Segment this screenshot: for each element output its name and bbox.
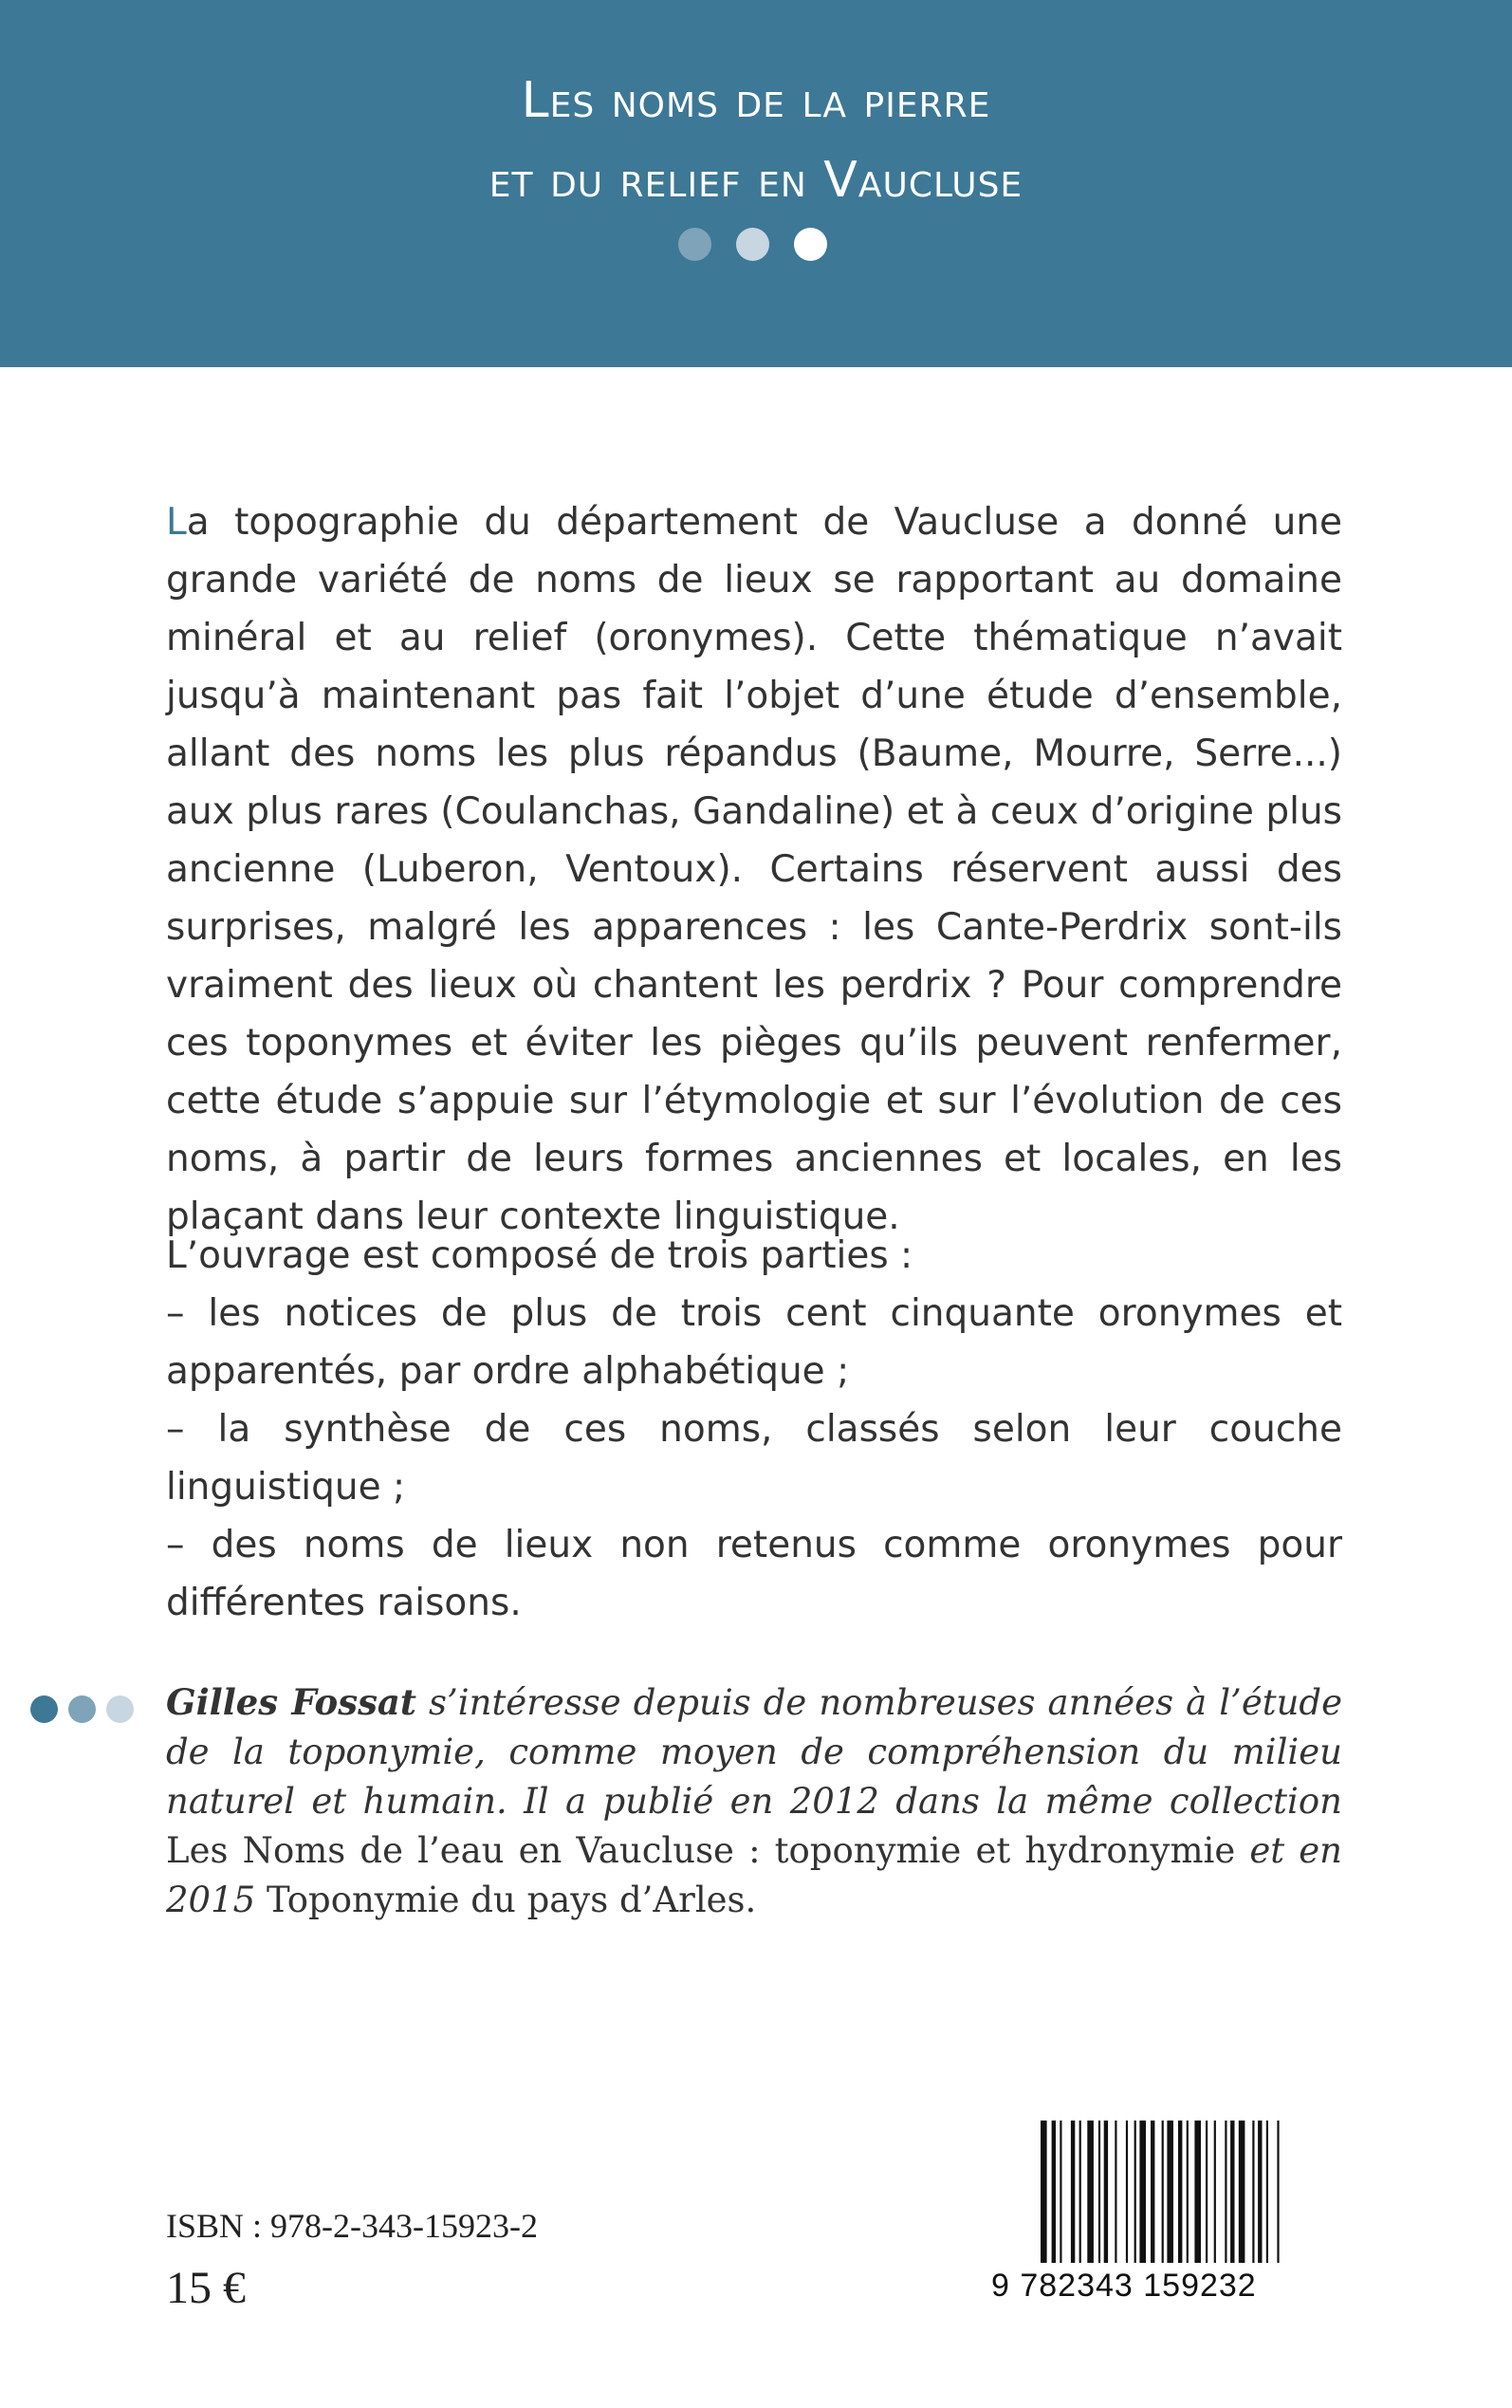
book-title: Toponymie du pays d’Arles. [266, 1880, 757, 1920]
title-line-2: et du relief en Vaucluse [489, 152, 1023, 209]
dot-icon [794, 228, 827, 261]
dot-icon [68, 1695, 96, 1723]
contents-intro: L’ouvrage est composé de trois parties : [166, 1234, 913, 1277]
list-item: – les notices de plus de trois cent cinquante oronymes et apparentés, par ordre alphabétique ; [166, 1292, 1342, 1393]
author-bio [166, 1677, 1342, 1925]
dot-icon [736, 228, 769, 261]
bio-dots [30, 1695, 134, 1723]
drop-cap: L [166, 501, 187, 544]
book-title: Les Noms de l’eau en Vaucluse : toponymie et hydronymie [166, 1830, 1236, 1871]
list-item: – des noms de lieux non retenus comme oronymes pour différentes raisons. [166, 1524, 1342, 1624]
contents-paragraph [166, 1227, 1342, 1632]
list-item: – la synthèse de ces noms, classés selon leur couche linguistique ; [166, 1408, 1342, 1509]
decorative-dots [678, 228, 827, 261]
title-line-1: Les noms de la pierre [521, 72, 991, 129]
dot-icon [30, 1695, 58, 1723]
price: 15 € [166, 2263, 246, 2313]
header-banner [0, 0, 1512, 367]
bio-text: s’intéresse depuis de nombreuses années à l’étude de la toponymie, comme moyen de compréhension du milieu naturel et humain. Il a publié en 2012 dans la même collection [166, 1682, 1342, 1822]
dot-icon [678, 228, 711, 261]
description-text: a topographie du département de Vaucluse a donné une grande variété de noms de lieux se rapportant au domaine minéral et au relief (oronymes). Cette thématique n’avait jusqu’à maintenant pas fait l’objet d’une étude d’ensemble, allant des noms les plus répandus (Baume, Mourre, Serre...) aux plus rares (Coulanchas, Gandaline) et à ceux d’origine plus ancienne (Luberon, Ventoux). Certains réservent aussi des surprises, malgré les apparences : les Cante-Perdrix sont-ils vraiment des lieux où chantent les perdrix ? Pour comprendre ces toponymes et éviter les pièges qu’ils peuvent renfermer, cette étude s’appuie sur l’étymologie et sur l’évolution de ces noms, à partir de leurs formes anciennes et locales, en les plaçant dans leur contexte linguistique. [166, 501, 1342, 1238]
dot-icon [106, 1695, 134, 1723]
description-paragraph [166, 493, 1342, 1246]
bio-text: et en 2015 [166, 1830, 1343, 1920]
author-name: Gilles Fossat [166, 1681, 416, 1723]
barcode-digits: 9 782343 159232 [991, 2268, 1257, 2304]
isbn: ISBN : 978-2-343-15923-2 [166, 2207, 538, 2245]
